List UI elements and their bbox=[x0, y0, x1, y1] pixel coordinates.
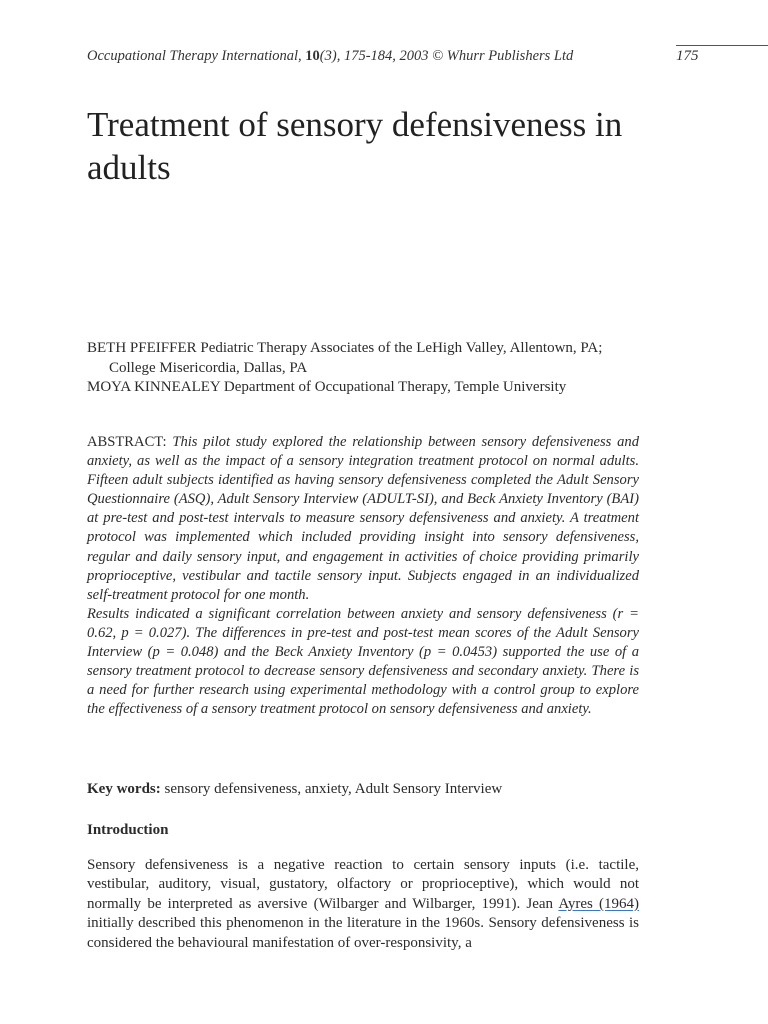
keywords-label: Key words: bbox=[87, 781, 161, 797]
article-title: Treatment of sensory defensiveness in adults bbox=[87, 105, 623, 187]
keywords-value: sensory defensiveness, anxiety, Adult Sensory Interview bbox=[164, 781, 503, 797]
abstract-paragraph bbox=[87, 433, 639, 605]
abstract-label: ABSTRACT: bbox=[87, 434, 167, 450]
intro-text: initially described this phenomenon in the literature in the 1960s. Sensory defensiveness is considered the behavioural manifestation of over-responsivity, a bbox=[87, 915, 639, 951]
running-head bbox=[87, 48, 707, 65]
introduction-paragraph bbox=[87, 856, 639, 953]
journal-name: Occupational Therapy International, bbox=[87, 48, 302, 64]
author-affiliation: MOYA KINNEALEY Department of Occupational Therapy, Temple University bbox=[87, 379, 567, 395]
abstract-text: This pilot study explored the relationship between sensory defensiveness and anxiety, as well as the impact of a sensory integration treatment protocol on normal adults. Fifteen adult subjects identified as having sensory defensiveness completed the Adult Sensory Questionnaire (ASQ), Adult Sensory Interview (ADULT-SI), and Beck Anxiety Inventory (BAI) at pre-test and post-test intervals to measure sensory defensiveness and anxiety. A treatment protocol was implemented which included providing insight into sensory defensiveness, regular and daily sensory input, and engagement in activities of choice providing primarily proprioceptive, vestibular and tactile sensory input. Subjects engaged in an individualized self-treatment protocol for one month. bbox=[87, 434, 639, 603]
author-affiliation: BETH PFEIFFER Pediatric Therapy Associates of the LeHigh Valley, Allentown, PA; College Misericordia, Dallas, PA bbox=[87, 340, 603, 376]
abstract bbox=[87, 433, 639, 719]
citation-link[interactable]: Ayres (1964) bbox=[558, 895, 640, 912]
header-rule bbox=[676, 45, 768, 46]
intro-text: Sensory defensiveness is a negative reaction to certain sensory inputs (i.e. tactile, vestibular, auditory, visual, gustatory, olfactory or proprioceptive), which would not normally be interpreted as aversive (Wilbarger and Wilbarger, 1991). Jean bbox=[87, 857, 639, 912]
page-number: 175 bbox=[676, 48, 699, 64]
author-block bbox=[87, 339, 647, 398]
journal-issue: (3), 175-184, 2003 © Whurr Publishers Ltd bbox=[319, 48, 574, 64]
keywords bbox=[87, 780, 639, 800]
abstract-paragraph: Results indicated a significant correlation between anxiety and sensory defensiveness (r = 0.62, p = 0.027). The differences in pre-test and post-test mean scores of the Adult Sensory Interview (p = 0.048) and the Beck Anxiety Inventory (p = 0.0453) supported the use of a sensory treatment protocol to decrease sensory defensiveness and secondary anxiety. There is a need for further research using experimental methodology with a control group to explore the effectiveness of a sensory treatment protocol on sensory defensiveness and anxiety. bbox=[87, 605, 639, 718]
section-heading: Introduction bbox=[87, 822, 169, 838]
journal-volume: 10 bbox=[305, 48, 320, 64]
